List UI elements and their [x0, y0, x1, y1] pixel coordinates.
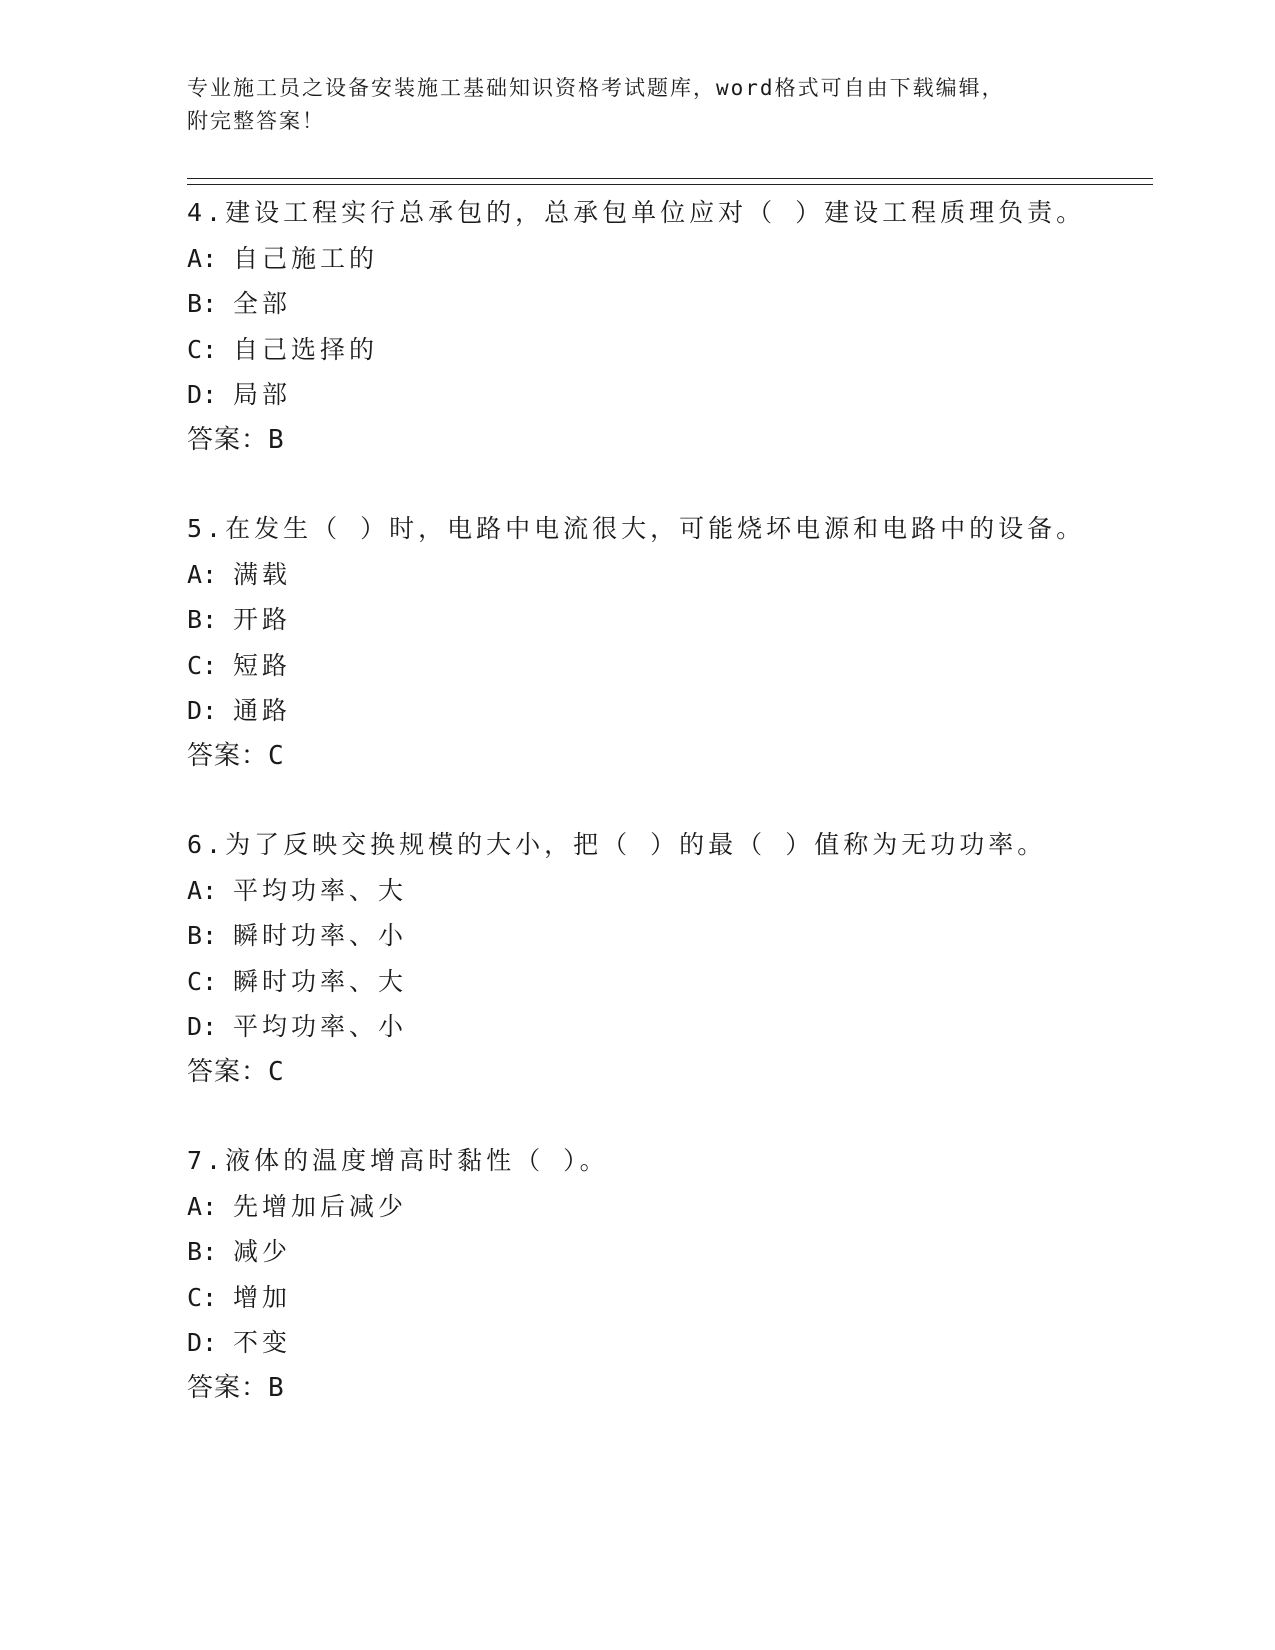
option-text: 短路 — [233, 650, 292, 680]
option-text: 全部 — [233, 289, 292, 318]
option-letter: B: — [187, 921, 218, 950]
option-text: 通路 — [233, 696, 292, 725]
option-a — [187, 868, 1167, 914]
option-text: 瞬时功率、大 — [233, 966, 408, 996]
option-letter: A: — [187, 875, 218, 905]
option-a — [187, 552, 1167, 598]
option-text: 局部 — [233, 380, 292, 409]
option-b — [187, 913, 1167, 959]
option-letter: B: — [187, 289, 218, 318]
question-5 — [187, 506, 1167, 779]
header-line-1: 专业施工员之设备安装施工基础知识资格考试题库，word格式可自由下载编辑， — [187, 76, 1005, 100]
header-line-2: 附完整答案！ — [187, 109, 325, 133]
option-c — [187, 327, 1167, 373]
option-letter: D: — [187, 1328, 218, 1357]
document-header — [187, 72, 1087, 138]
option-a — [187, 1184, 1167, 1230]
option-text: 平均功率、小 — [233, 1012, 408, 1041]
option-letter: C: — [187, 650, 218, 680]
option-d — [187, 1004, 1167, 1050]
option-letter: C: — [187, 334, 218, 364]
option-text: 瞬时功率、小 — [233, 921, 408, 950]
option-a — [187, 236, 1167, 282]
option-c — [187, 1275, 1167, 1321]
option-text: 先增加后减少 — [233, 1191, 408, 1221]
option-b — [187, 281, 1167, 327]
option-b — [187, 1229, 1167, 1275]
question-7 — [187, 1138, 1167, 1411]
option-letter: A: — [187, 559, 218, 589]
answer-line: 答案：B — [187, 424, 285, 455]
option-letter: C: — [187, 1282, 218, 1312]
option-letter: B: — [187, 605, 218, 634]
answer-line: 答案：B — [187, 1372, 285, 1403]
option-text: 满载 — [233, 559, 292, 589]
option-d — [187, 688, 1167, 734]
option-text: 不变 — [233, 1328, 292, 1357]
option-text: 自己施工的 — [233, 243, 379, 273]
option-c — [187, 959, 1167, 1005]
option-text: 增加 — [233, 1282, 292, 1312]
option-text: 平均功率、大 — [233, 875, 408, 905]
question-6 — [187, 822, 1167, 1095]
question-stem: 5.在发生（ ）时，电路中电流很大，可能烧坏电源和电路中的设备。 — [187, 514, 1086, 543]
option-letter: D: — [187, 380, 218, 409]
option-text: 开路 — [233, 605, 292, 634]
question-list — [187, 190, 1167, 1454]
question-stem: 7.液体的温度增高时黏性（ ）。 — [187, 1146, 609, 1175]
header-divider — [187, 178, 1153, 185]
option-letter: D: — [187, 1012, 218, 1041]
question-stem: 6.为了反映交换规模的大小，把（ ）的最（ ）值称为无功功率。 — [187, 830, 1047, 859]
option-d — [187, 1320, 1167, 1366]
option-text: 减少 — [233, 1237, 292, 1266]
answer-line: 答案：C — [187, 1056, 285, 1087]
option-letter: D: — [187, 696, 218, 725]
option-letter: B: — [187, 1237, 218, 1266]
option-letter: A: — [187, 243, 218, 273]
option-d — [187, 372, 1167, 418]
option-b — [187, 597, 1167, 643]
option-letter: A: — [187, 1191, 218, 1221]
option-text: 自己选择的 — [233, 334, 379, 364]
option-letter: C: — [187, 966, 218, 996]
question-4 — [187, 190, 1167, 463]
question-stem: 4.建设工程实行总承包的，总承包单位应对（ ）建设工程质理负责。 — [187, 198, 1086, 227]
option-c — [187, 643, 1167, 689]
answer-line: 答案：C — [187, 740, 285, 771]
